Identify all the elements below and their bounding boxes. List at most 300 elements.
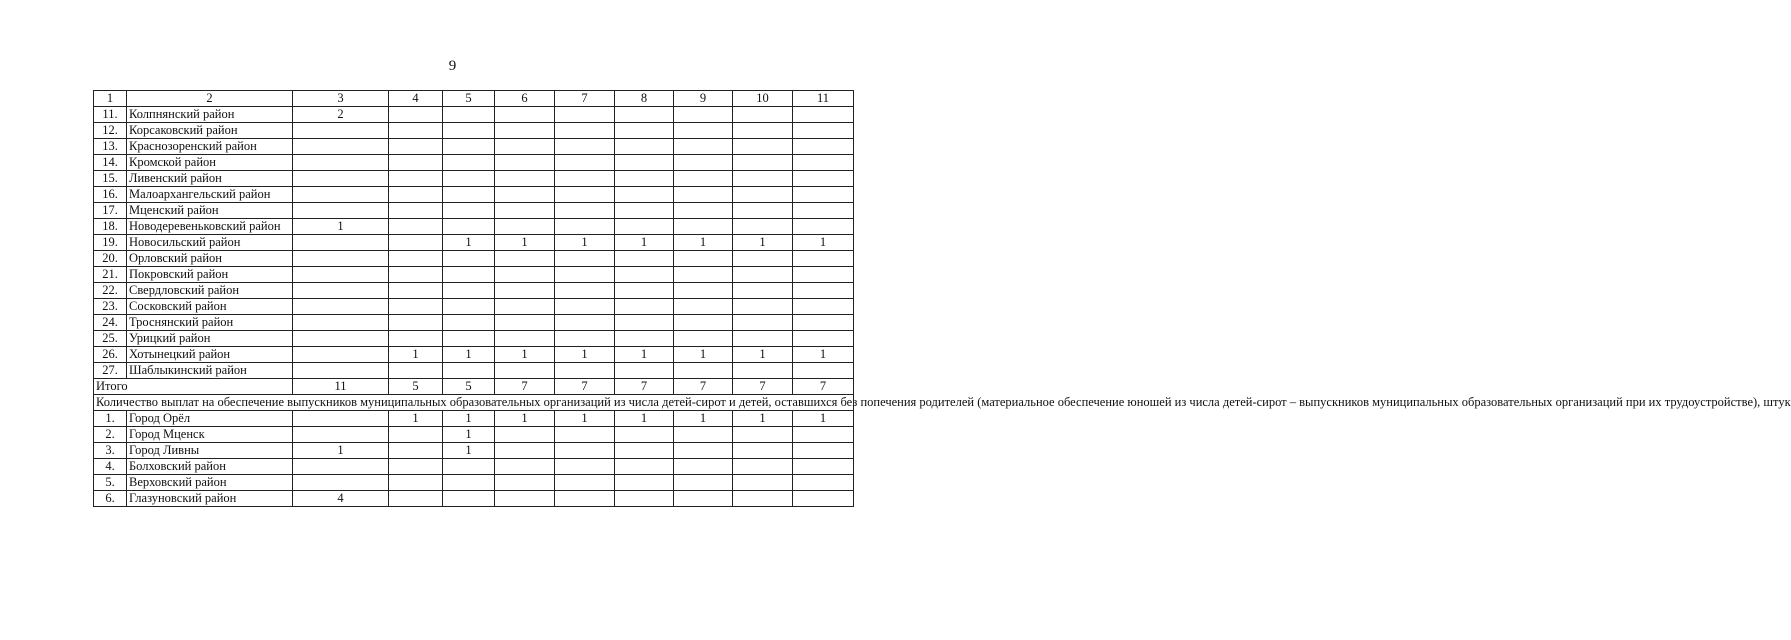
value-cell [389,187,443,203]
value-cell [733,139,793,155]
row-number: 25. [94,331,127,347]
value-cell: 1 [443,443,495,459]
value-cell [495,203,555,219]
value-cell [389,315,443,331]
value-cell [495,283,555,299]
total-value: 7 [674,379,733,395]
value-cell [293,459,389,475]
value-cell [674,299,733,315]
value-cell [555,459,615,475]
value-cell [674,251,733,267]
value-cell [443,155,495,171]
district-name: Орловский район [127,251,293,267]
value-cell [293,203,389,219]
table-row [94,427,854,443]
table-row [94,443,854,459]
value-cell [793,251,854,267]
table-row [94,475,854,491]
district-name: Троснянский район [127,315,293,331]
value-cell [293,411,389,427]
header-row [94,91,854,107]
value-cell [293,171,389,187]
value-cell [793,491,854,507]
district-name: Сосковский район [127,299,293,315]
value-cell [389,155,443,171]
value-cell [555,363,615,379]
data-table [93,90,1791,507]
row-number: 3. [94,443,127,459]
district-name: Хотынецкий район [127,347,293,363]
value-cell: 1 [443,411,495,427]
row-number: 23. [94,299,127,315]
value-cell [615,299,674,315]
value-cell [443,187,495,203]
value-cell [615,219,674,235]
table-row [94,235,854,251]
value-cell [555,267,615,283]
value-cell [389,491,443,507]
value-cell: 1 [495,411,555,427]
value-cell [443,219,495,235]
value-cell [733,123,793,139]
value-cell [615,267,674,283]
value-cell [793,187,854,203]
value-cell [615,139,674,155]
value-cell: 1 [674,411,733,427]
value-cell [389,475,443,491]
value-cell [555,107,615,123]
table-row [94,107,854,123]
row-number: 17. [94,203,127,219]
value-cell [674,203,733,219]
value-cell [793,219,854,235]
value-cell [495,139,555,155]
value-cell [443,267,495,283]
value-cell [615,283,674,299]
value-cell [443,315,495,331]
value-cell [733,283,793,299]
value-cell [293,315,389,331]
value-cell [389,267,443,283]
value-cell: 1 [555,347,615,363]
district-name: Колпнянский район [127,107,293,123]
total-row [94,379,854,395]
value-cell [555,123,615,139]
column-header: 10 [733,91,793,107]
column-header: 6 [495,91,555,107]
value-cell [495,123,555,139]
value-cell [733,363,793,379]
value-cell [389,251,443,267]
value-cell [293,331,389,347]
total-value: 7 [793,379,854,395]
value-cell [674,283,733,299]
value-cell [793,267,854,283]
value-cell [389,219,443,235]
value-cell [733,219,793,235]
row-number: 1. [94,411,127,427]
value-cell [443,459,495,475]
table-row [94,411,854,427]
value-cell [793,139,854,155]
value-cell [389,363,443,379]
value-cell [674,475,733,491]
value-cell [793,331,854,347]
row-number: 4. [94,459,127,475]
value-cell: 1 [555,235,615,251]
district-name: Шаблыкинский район [127,363,293,379]
value-cell [443,363,495,379]
district-name: Свердловский район [127,283,293,299]
table-row [94,171,854,187]
value-cell [293,251,389,267]
value-cell [615,331,674,347]
district-name: Краснозоренский район [127,139,293,155]
value-cell [793,203,854,219]
column-header: 3 [293,91,389,107]
row-number: 12. [94,123,127,139]
value-cell [555,187,615,203]
value-cell [615,251,674,267]
value-cell [555,331,615,347]
value-cell: 1 [733,235,793,251]
district-name: Мценский район [127,203,293,219]
value-cell [555,283,615,299]
value-cell [555,315,615,331]
column-header: 9 [674,91,733,107]
value-cell [555,427,615,443]
row-number: 2. [94,427,127,443]
value-cell [793,155,854,171]
value-cell [389,299,443,315]
value-cell [293,427,389,443]
value-cell [293,123,389,139]
value-cell: 1 [733,411,793,427]
value-cell [555,475,615,491]
value-cell [389,331,443,347]
value-cell [674,491,733,507]
value-cell [674,155,733,171]
value-cell [733,427,793,443]
value-cell [615,443,674,459]
value-cell [674,427,733,443]
value-cell [793,315,854,331]
district-name: Город Мценск [127,427,293,443]
value-cell [793,283,854,299]
row-number: 21. [94,267,127,283]
value-cell [293,347,389,363]
value-cell [733,187,793,203]
table-row [94,491,854,507]
value-cell [615,363,674,379]
column-header: 5 [443,91,495,107]
value-cell [495,331,555,347]
value-cell [555,139,615,155]
value-cell: 1 [389,347,443,363]
value-cell [615,491,674,507]
value-cell: 1 [443,427,495,443]
value-cell [293,299,389,315]
value-cell [615,187,674,203]
row-number: 26. [94,347,127,363]
value-cell [615,459,674,475]
value-cell [555,443,615,459]
value-cell: 1 [555,411,615,427]
table-row [94,219,854,235]
value-cell [389,171,443,187]
district-name: Корсаковский район [127,123,293,139]
value-cell [389,123,443,139]
page-number: 9 [448,58,457,74]
value-cell [443,251,495,267]
total-value: 5 [389,379,443,395]
value-cell: 1 [733,347,793,363]
value-cell [495,363,555,379]
value-cell [674,171,733,187]
value-cell [443,491,495,507]
value-cell [674,267,733,283]
value-cell [443,283,495,299]
row-number: 20. [94,251,127,267]
column-header: 4 [389,91,443,107]
value-cell [674,331,733,347]
total-value: 7 [733,379,793,395]
value-cell [793,299,854,315]
value-cell [443,203,495,219]
value-cell [615,171,674,187]
value-cell [443,171,495,187]
total-label: Итого [94,379,293,395]
value-cell [733,315,793,331]
value-cell [733,251,793,267]
column-header: 7 [555,91,615,107]
value-cell [555,155,615,171]
value-cell [793,363,854,379]
value-cell [443,475,495,491]
section-row [94,395,854,411]
value-cell [615,203,674,219]
value-cell [615,427,674,443]
row-number: 16. [94,187,127,203]
row-number: 24. [94,315,127,331]
value-cell [443,331,495,347]
value-cell [555,251,615,267]
district-name: Ливенский район [127,171,293,187]
table-row [94,347,854,363]
value-cell [389,107,443,123]
value-cell [555,299,615,315]
column-header: 1 [94,91,127,107]
value-cell [293,139,389,155]
value-cell: 2 [293,107,389,123]
row-number: 27. [94,363,127,379]
value-cell [674,187,733,203]
row-number: 14. [94,155,127,171]
value-cell: 1 [793,411,854,427]
total-value: 7 [615,379,674,395]
value-cell [555,491,615,507]
district-name: Урицкий район [127,331,293,347]
district-name: Новодеревеньковский район [127,219,293,235]
district-name: Верховский район [127,475,293,491]
value-cell [495,443,555,459]
value-cell [389,459,443,475]
value-cell [733,475,793,491]
value-cell [733,459,793,475]
value-cell: 4 [293,491,389,507]
value-cell: 1 [615,235,674,251]
column-header: 11 [793,91,854,107]
column-header: 2 [127,91,293,107]
value-cell [733,203,793,219]
value-cell [674,219,733,235]
value-cell [793,443,854,459]
value-cell [733,299,793,315]
value-cell [495,427,555,443]
district-name: Новосильский район [127,235,293,251]
district-name: Кромской район [127,155,293,171]
value-cell [674,315,733,331]
district-name: Болховский район [127,459,293,475]
table-row [94,459,854,475]
value-cell [495,155,555,171]
value-cell [674,363,733,379]
value-cell [443,123,495,139]
total-value: 7 [495,379,555,395]
table-row [94,283,854,299]
value-cell [793,171,854,187]
value-cell [293,187,389,203]
table-row [94,363,854,379]
value-cell [793,475,854,491]
value-cell [389,235,443,251]
value-cell [495,459,555,475]
table-row [94,299,854,315]
district-name: Покровский район [127,267,293,283]
value-cell [443,299,495,315]
value-cell [674,443,733,459]
value-cell [674,139,733,155]
row-number: 19. [94,235,127,251]
value-cell [389,139,443,155]
value-cell [293,235,389,251]
value-cell [293,475,389,491]
value-cell [443,107,495,123]
value-cell: 1 [793,347,854,363]
value-cell [733,491,793,507]
value-cell [495,315,555,331]
value-cell [495,187,555,203]
value-cell [495,171,555,187]
value-cell: 1 [293,443,389,459]
value-cell: 1 [615,411,674,427]
table-row [94,315,854,331]
table-row [94,123,854,139]
value-cell [495,107,555,123]
value-cell [293,363,389,379]
value-cell [733,331,793,347]
row-number: 6. [94,491,127,507]
value-cell [293,267,389,283]
total-value: 11 [293,379,389,395]
row-number: 18. [94,219,127,235]
table-row [94,251,854,267]
value-cell: 1 [674,347,733,363]
table-row [94,139,854,155]
value-cell [495,219,555,235]
value-cell [555,171,615,187]
value-cell [389,427,443,443]
value-cell: 1 [389,411,443,427]
value-cell [389,203,443,219]
value-cell [615,315,674,331]
column-header: 8 [615,91,674,107]
total-value: 5 [443,379,495,395]
row-number: 13. [94,139,127,155]
value-cell: 1 [443,235,495,251]
value-cell: 1 [495,347,555,363]
district-name: Глазуновский район [127,491,293,507]
value-cell: 1 [495,235,555,251]
value-cell [495,251,555,267]
value-cell: 1 [293,219,389,235]
section-title: Количество выплат на обеспечение выпускников муниципальных образовательных организаций из числа детей-сирот и детей, оставшихся без попечения родителей (материальное обеспечение юношей из числа детей-сирот – выпускников муниципальных образовательных организаций при их трудоустройстве), штук [94,395,854,411]
value-cell [389,443,443,459]
district-name: Город Орёл [127,411,293,427]
value-cell [733,171,793,187]
row-number: 22. [94,283,127,299]
value-cell [615,107,674,123]
value-cell [793,459,854,475]
value-cell [733,107,793,123]
table-row [94,155,854,171]
table-row [94,267,854,283]
value-cell [733,267,793,283]
value-cell [733,443,793,459]
row-number: 5. [94,475,127,491]
value-cell [443,139,495,155]
district-name: Малоархангельский район [127,187,293,203]
district-name: Город Ливны [127,443,293,459]
value-cell [555,219,615,235]
value-cell [793,123,854,139]
table-row [94,203,854,219]
value-cell [495,299,555,315]
row-number: 15. [94,171,127,187]
value-cell [615,123,674,139]
value-cell [389,283,443,299]
value-cell [674,459,733,475]
value-cell [293,283,389,299]
table-row [94,187,854,203]
value-cell [793,107,854,123]
value-cell: 1 [443,347,495,363]
value-cell [293,155,389,171]
row-number: 11. [94,107,127,123]
value-cell: 1 [674,235,733,251]
value-cell [555,203,615,219]
value-cell [674,107,733,123]
value-cell: 1 [793,235,854,251]
value-cell [674,123,733,139]
value-cell [495,267,555,283]
value-cell [793,427,854,443]
table-row [94,331,854,347]
value-cell [615,475,674,491]
value-cell [615,155,674,171]
value-cell [733,155,793,171]
value-cell [495,475,555,491]
